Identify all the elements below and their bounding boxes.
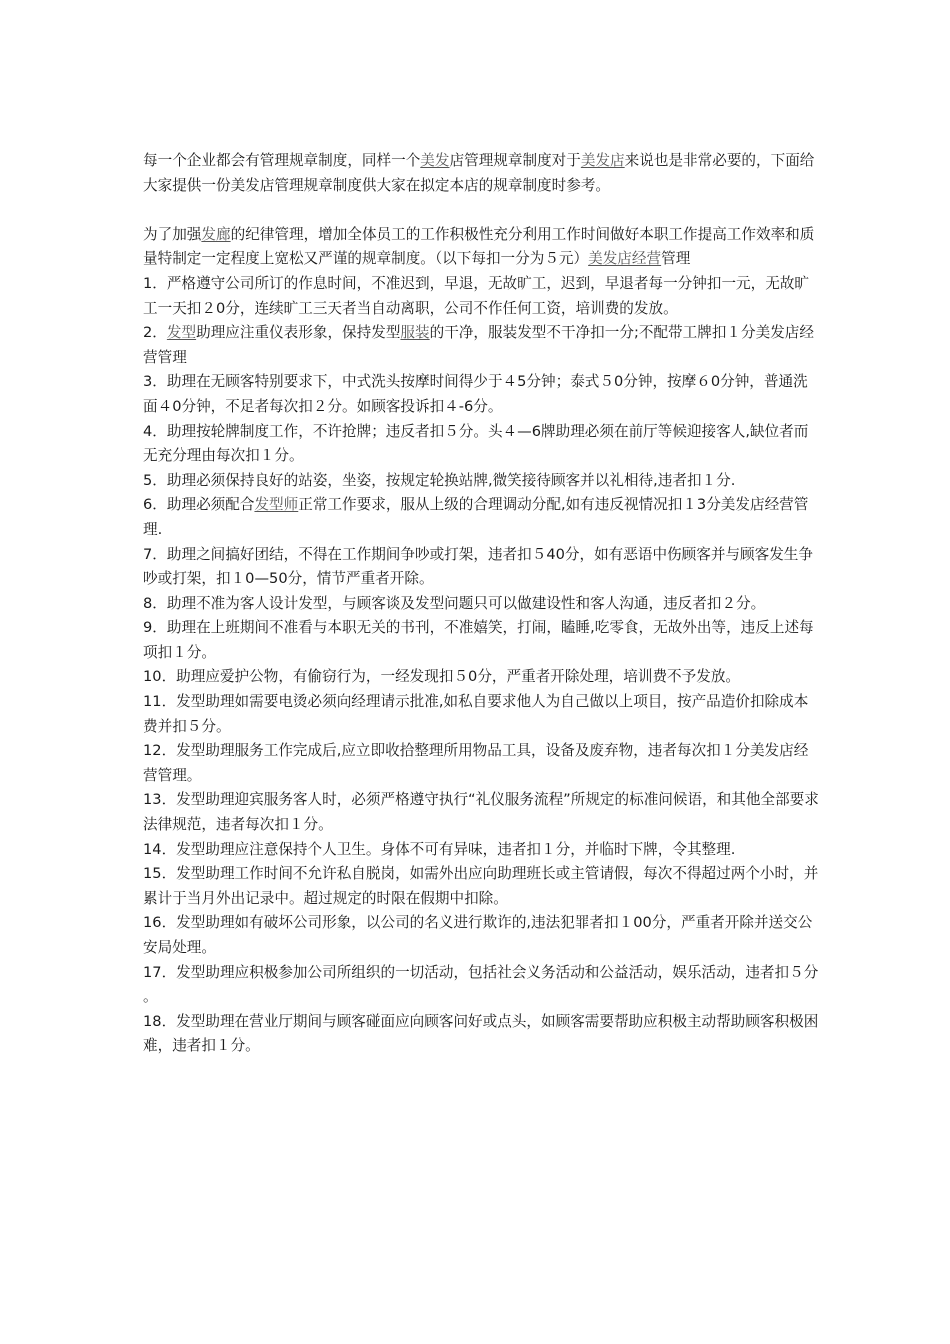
link-faxing[interactable]: 发型: [166, 324, 197, 342]
rule-8: 8．助理不准为客人设计发型，与顾客谈及发型问题只可以做建设性和客人沟通，违反者扣２分。: [143, 594, 766, 612]
link-faxingshi[interactable]: 发型师: [254, 496, 299, 514]
link-meifa[interactable]: 美发: [420, 152, 450, 169]
rule-6: 6．助理必须配合发型师正常工作要求，服从上级的合理调动分配,如有违反视情况扣１3分美发店经营管理.: [143, 496, 809, 538]
rule-13: 13．发型助理迎宾服务客人时，必须严格遵守执行“礼仪服务流程”所规定的标准问候语，和其他全部要求法律规范，违者每次扣１分。: [143, 791, 819, 834]
link-falang[interactable]: 发廊: [201, 225, 231, 243]
rule-15: 15．发型助理工作时间不允许私自脱岗，如需外出应向助理班长或主管请假，每次不得超过两个小时，并累计于当月外出记录中。超过规定的时限在假期中扣除。: [143, 865, 819, 907]
rule-9: 9．助理在上班期间不准看与本职无关的书刊，不准嬉笑，打闹，瞌睡,吃零食，无故外出等，违反上述每项扣１分。: [143, 619, 814, 661]
rule-5: 5．助理必须保持良好的站姿，坐姿，按规定轮换站牌,微笑接待顾客并以礼相待,违者扣１分.: [143, 471, 736, 489]
document-body: [143, 149, 819, 1059]
link-meifadian-jingying[interactable]: 美发店经营: [588, 250, 662, 268]
rule-17: 17．发型助理应积极参加公司所组织的一切活动，包括社会义务活动和公益活动，娱乐活动，违者扣５分。: [143, 963, 819, 1006]
link-meifadian[interactable]: 美发店: [580, 152, 625, 169]
rule-12: 12．发型助理服务工作完成后,应立即收拾整理所用物品工具，设备及废弃物，违者每次扣１分美发店经营管理。: [143, 742, 809, 784]
rule-11: 11．发型助理如需要电烫必须向经理请示批准,如私自要求他人为自己做以上项目，按产品造价扣除成本费并扣５分。: [143, 693, 809, 735]
intro-paragraph: 每一个企业都会有管理规章制度，同样一个美发店管理规章制度对于美发店来说也是非常必要的，下面给大家提供一份美发店管理规章制度供大家在拟定本店的规章制度时参考。: [143, 152, 815, 194]
rule-7: 7．助理之间搞好团结，不得在工作期间争吵或打架，违者扣５40分，如有恶语中伤顾客并与顾客发生争吵或打架，扣１0—50分，情节严重者开除。: [143, 545, 813, 588]
preface-paragraph: 为了加强发廊的纪律管理，增加全体员工的工作积极性充分利用工作时间做好本职工作提高工作效率和质量特制定一定程度上宽松又严谨的规章制度。（以下每扣一分为５元）美发店经营管理: [143, 225, 815, 268]
rule-4: 4．助理按轮牌制度工作，不许抢牌；违反者扣５分。头４—6牌助理必须在前厅等候迎接客人,缺位者而无充分理由每次扣１分。: [143, 422, 809, 465]
rule-3: 3．助理在无顾客特别要求下，中式洗头按摩时间得少于４5分钟；泰式５0分钟，按摩６0分钟，普通洗面４0分钟，不足者每次扣２分。如顾客投诉扣４-6分。: [143, 373, 808, 415]
rule-14: 14．发型助理应注意保持个人卫生。身体不可有异味，违者扣１分，并临时下牌，令其整理.: [143, 840, 736, 858]
rule-1: 1．严格遵守公司所订的作息时间，不准迟到，早退，无故旷工，迟到，早退者每一分钟扣一元，无故旷工一天扣２0分，连续旷工三天者当自动离职，公司不作任何工资，培训费的发放。: [143, 274, 810, 317]
rule-18: 18．发型助理在营业厅期间与顾客碰面应向顾客问好或点头，如顾客需要帮助应积极主动帮助顾客积极困难，违者扣１分。: [143, 1012, 819, 1055]
link-fuzhuang[interactable]: 服装: [400, 324, 430, 342]
rule-2: 2．发型助理应注重仪表形象，保持发型服装的干净，服装发型不干净扣一分;不配带工牌扣１分美发店经营管理: [143, 324, 814, 366]
rule-16: 16．发型助理如有破坏公司形象，以公司的名义进行欺诈的,违法犯罪者扣１00分，严重者开除并送交公安局处理。: [143, 914, 813, 956]
rule-10: 10．助理应爱护公物，有偷窃行为，一经发现扣５0分，严重者开除处理，培训费不予发放。: [143, 668, 741, 686]
